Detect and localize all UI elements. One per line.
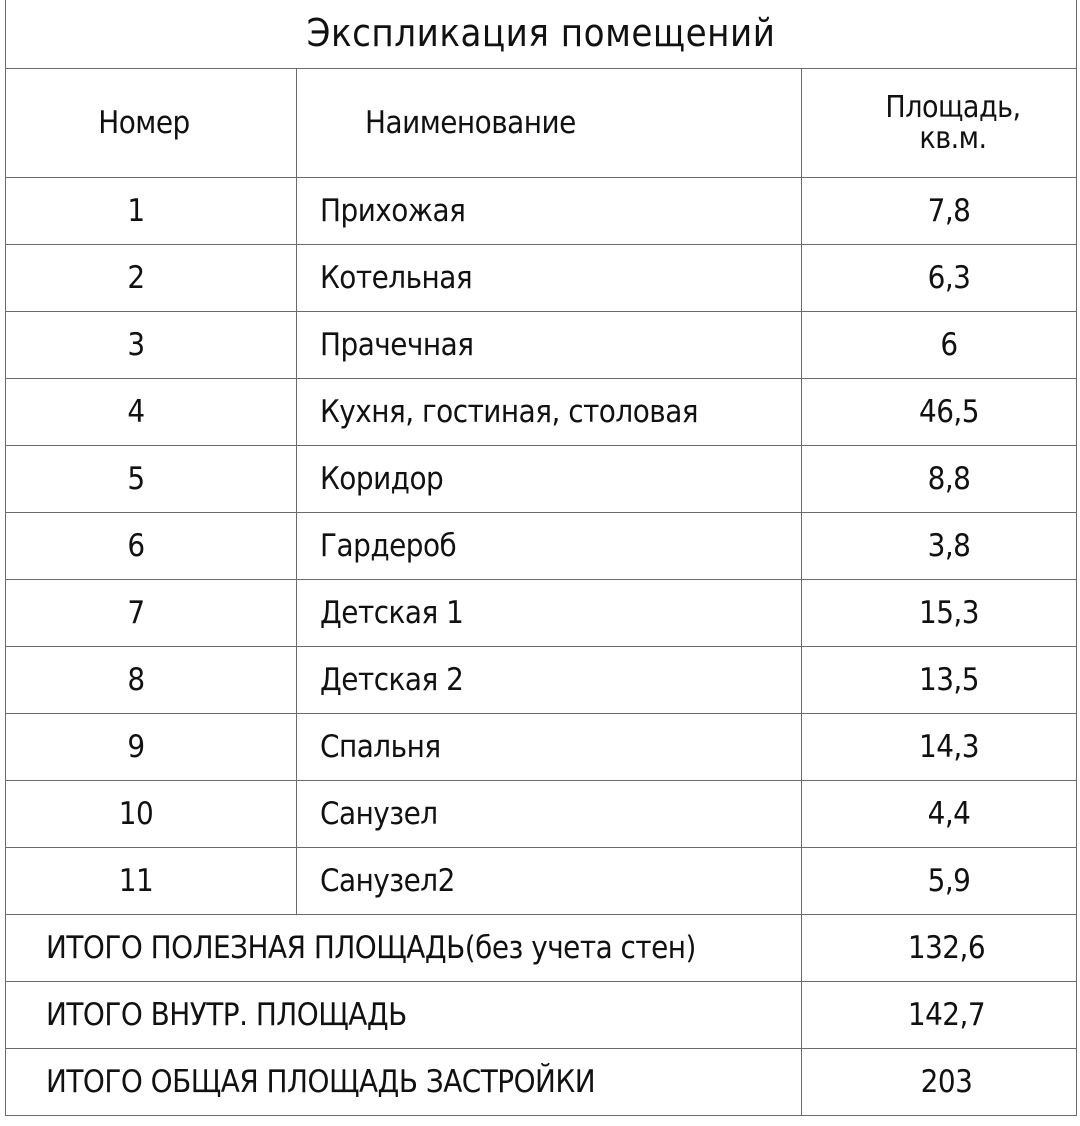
total-label: ИТОГО ВНУТР. ПЛОЩАДЬ bbox=[6, 982, 802, 1049]
room-name: Детская 1 bbox=[297, 580, 802, 647]
room-name: Детская 2 bbox=[297, 647, 802, 714]
room-schedule-table bbox=[5, 0, 1077, 1116]
room-number: 6 bbox=[6, 513, 297, 580]
table-row bbox=[6, 781, 1077, 848]
table-row bbox=[6, 580, 1077, 647]
room-name: Прихожая bbox=[297, 178, 802, 245]
total-row bbox=[6, 915, 1077, 982]
table-row bbox=[6, 446, 1077, 513]
room-name: Санузел2 bbox=[297, 848, 802, 915]
table-row bbox=[6, 245, 1077, 312]
room-area: 14,3 bbox=[802, 714, 1077, 781]
room-name: Кухня, гостиная, столовая bbox=[297, 379, 802, 446]
room-number: 5 bbox=[6, 446, 297, 513]
total-value: 132,6 bbox=[802, 915, 1077, 982]
total-label: ИТОГО ПОЛЕЗНАЯ ПЛОЩАДЬ(без учета стен) bbox=[6, 915, 802, 982]
room-area: 4,4 bbox=[802, 781, 1077, 848]
room-name: Санузел bbox=[297, 781, 802, 848]
header-area-line2: кв.м. bbox=[919, 121, 987, 156]
room-name: Гардероб bbox=[297, 513, 802, 580]
total-row bbox=[6, 982, 1077, 1049]
table-row bbox=[6, 513, 1077, 580]
room-rows bbox=[6, 178, 1077, 915]
header-area-line1: Площадь, bbox=[885, 89, 1021, 125]
room-number: 8 bbox=[6, 647, 297, 714]
room-name: Коридор bbox=[297, 446, 802, 513]
room-area: 7,8 bbox=[802, 178, 1077, 245]
room-number: 7 bbox=[6, 580, 297, 647]
table-row bbox=[6, 848, 1077, 915]
header-row bbox=[6, 69, 1077, 178]
room-number: 2 bbox=[6, 245, 297, 312]
room-area: 6 bbox=[802, 312, 1077, 379]
room-number: 9 bbox=[6, 714, 297, 781]
table-row bbox=[6, 379, 1077, 446]
room-area: 46,5 bbox=[802, 379, 1077, 446]
room-number: 1 bbox=[6, 178, 297, 245]
table-row bbox=[6, 714, 1077, 781]
table-body bbox=[6, 0, 1077, 178]
header-name: Наименование bbox=[297, 69, 802, 178]
room-area: 13,5 bbox=[802, 647, 1077, 714]
room-number: 11 bbox=[6, 848, 297, 915]
room-name: Спальня bbox=[297, 714, 802, 781]
room-area: 3,8 bbox=[802, 513, 1077, 580]
total-rows bbox=[6, 915, 1077, 1116]
total-value: 142,7 bbox=[802, 982, 1077, 1049]
room-number: 3 bbox=[6, 312, 297, 379]
header-area bbox=[802, 69, 1077, 178]
table-row bbox=[6, 647, 1077, 714]
room-name: Прачечная bbox=[297, 312, 802, 379]
room-area: 5,9 bbox=[802, 848, 1077, 915]
room-area: 15,3 bbox=[802, 580, 1077, 647]
room-name: Котельная bbox=[297, 245, 802, 312]
title-row bbox=[6, 0, 1077, 69]
table-row bbox=[6, 312, 1077, 379]
header-number: Номер bbox=[6, 69, 297, 178]
table-row bbox=[6, 178, 1077, 245]
room-number: 4 bbox=[6, 379, 297, 446]
room-area: 6,3 bbox=[802, 245, 1077, 312]
room-area: 8,8 bbox=[802, 446, 1077, 513]
total-label: ИТОГО ОБЩАЯ ПЛОЩАДЬ ЗАСТРОЙКИ bbox=[6, 1049, 802, 1116]
total-row bbox=[6, 1049, 1077, 1116]
total-value: 203 bbox=[802, 1049, 1077, 1116]
room-number: 10 bbox=[6, 781, 297, 848]
table-title: Экспликация помещений bbox=[6, 0, 1077, 69]
